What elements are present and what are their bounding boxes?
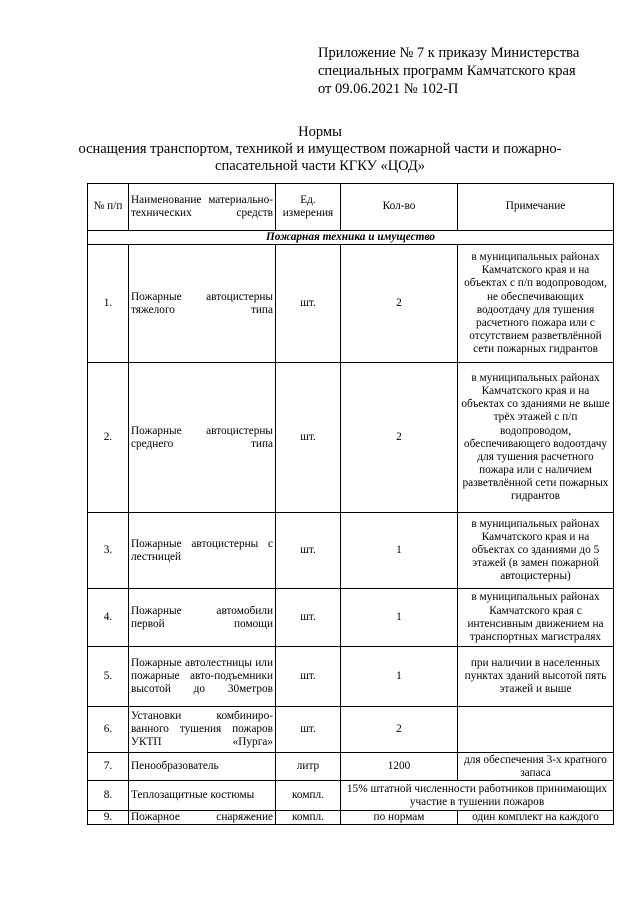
row-number: 6. [88,707,129,753]
row-quantity: 2 [341,245,458,363]
appendix-line-1: Приложение № 7 к приказу Министерства [318,45,580,61]
row-quantity: 2 [341,363,458,513]
row-note: в муниципальных районах Камчатского края и на объектах с п/п водопроводом, не обеспечивающих водоотдачу для тушения расчетного пожара или с отсутствием разветвлённой сети пожарных гидрантов [458,245,614,363]
row-name: Теплозащитные костюмы [129,781,276,811]
row-quantity: 1200 [341,753,458,781]
row-note: один комплект на каждого [458,811,614,825]
section-title: Пожарная техника и имущество [88,231,614,245]
title-line-1: Нормы [298,124,342,140]
row-merged-note: 15% штатной численности работников принимающих участие в тушении пожаров [341,781,614,811]
row-quantity: 1 [341,513,458,589]
row-number: 4. [88,589,129,647]
row-note: при наличии в населенных пунктах зданий высотой пять этажей и выше [458,647,614,707]
row-note: для обеспечения 3-х кратного запаса [458,753,614,781]
table-row [88,707,614,753]
row-name: Пожарные автолестницы или пожарные авто-подъемники высотой до 30метров [129,647,276,707]
row-unit: шт. [276,245,341,363]
norms-table [87,183,614,825]
row-quantity: 1 [341,647,458,707]
row-note: в муниципальных районах Камчатского края и на объектах со зданиями не выше трёх этажей с п/п водопроводом, обеспечивающего водоотдачу для тушения расчетного пожара или с наличием разветвлённой сети пожарных гидрантов [458,363,614,513]
row-unit: шт. [276,589,341,647]
row-number: 3. [88,513,129,589]
table-row [88,781,614,811]
column-header-note: Примечание [458,184,614,231]
row-number: 5. [88,647,129,707]
row-note: в муниципальных районах Камчатского края с интенсивным движением на транспортных магистралях [458,589,614,647]
row-name: Пенообразователь [129,753,276,781]
title-line-3: спасательной части КГКУ «ЦОД» [215,158,425,174]
row-number: 1. [88,245,129,363]
appendix-line-2: специальных программ Камчатского края [318,63,576,79]
row-quantity: по нормам [341,811,458,825]
document-title [0,124,640,175]
column-header-unit: Ед. измерения [276,184,341,231]
section-row [88,231,614,245]
row-unit: шт. [276,363,341,513]
table-row [88,589,614,647]
row-name: Пожарные автомобили первой помощи [129,589,276,647]
row-name: Пожарные автоцистерны тяжелого типа [129,245,276,363]
appendix-line-3: от 09.06.2021 № 102-П [318,81,459,97]
column-header-name: Наименование материально-технических средств [129,184,276,231]
row-quantity: 1 [341,589,458,647]
title-line-2: оснащения транспортом, техникой и имуществом пожарной части и пожарно- [78,141,562,157]
table-row [88,245,614,363]
row-name: Пожарные автоцистерны с лестницей [129,513,276,589]
row-name: Пожарные автоцистерны среднего типа [129,363,276,513]
table-row [88,513,614,589]
row-note: в муниципальных районах Камчатского края и на объектах со зданиями до 5 этажей (в замен пожарной автоцистерны) [458,513,614,589]
row-unit: шт. [276,513,341,589]
table-row [88,811,614,825]
row-number: 2. [88,363,129,513]
table-row [88,753,614,781]
row-unit: компл. [276,781,341,811]
row-name: Пожарное снаряжение [129,811,276,825]
column-header-number: № п/п [88,184,129,231]
row-unit: компл. [276,811,341,825]
row-unit: шт. [276,647,341,707]
row-number: 8. [88,781,129,811]
appendix-header [318,44,579,98]
column-header-quantity: Кол-во [341,184,458,231]
table-row [88,647,614,707]
row-unit: шт. [276,707,341,753]
row-note [458,707,614,753]
table-row [88,363,614,513]
row-quantity: 2 [341,707,458,753]
table-header-row [88,184,614,231]
row-name: Установки комбиниро-ванного тушения пожаров УКТП «Пурга» [129,707,276,753]
row-number: 7. [88,753,129,781]
row-number: 9. [88,811,129,825]
row-unit: литр [276,753,341,781]
